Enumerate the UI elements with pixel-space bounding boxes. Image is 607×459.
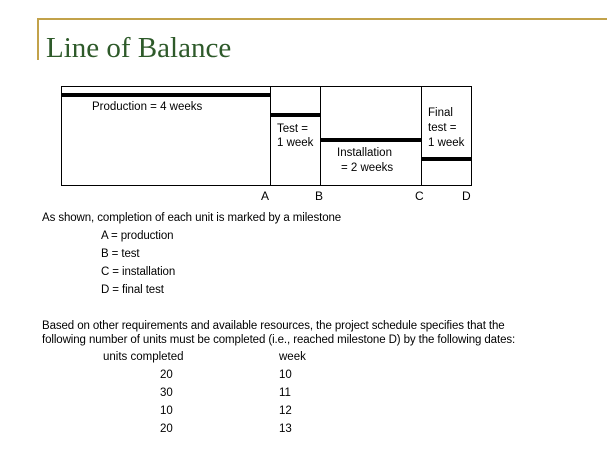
milestone-label-c: C	[415, 189, 424, 203]
requirements-text-line2: following number of units must be completed (i.e., reached milestone D) by the following dates:	[42, 334, 516, 346]
requirements-text-line1: Based on other requirements and available resources, the project schedule specifies that the	[42, 320, 505, 332]
schedule-week-cell: 11	[279, 387, 291, 399]
schedule-header-week: week	[279, 351, 306, 363]
final-test-bar	[421, 157, 472, 161]
title-accent-horizontal-rule	[37, 18, 607, 20]
schedule-week-cell: 12	[279, 405, 292, 417]
milestone-a-divider	[270, 86, 271, 186]
schedule-units-cell: 20	[160, 369, 173, 381]
installation-label-line2: = 2 weeks	[341, 162, 394, 174]
final-test-label-line2: test =	[428, 122, 457, 134]
milestone-c-divider	[421, 86, 422, 186]
schedule-header-units: units completed	[103, 351, 184, 363]
milestone-def-c: C = installation	[101, 266, 176, 278]
milestone-def-a: A = production	[101, 230, 174, 242]
test-bar	[270, 113, 321, 117]
schedule-week-cell: 13	[279, 423, 292, 435]
test-label-line1: Test =	[277, 123, 309, 135]
installation-label-line1: Installation	[337, 147, 392, 159]
production-label: Production = 4 weeks	[92, 101, 203, 113]
schedule-units-cell: 20	[160, 423, 173, 435]
production-bar	[61, 93, 271, 97]
slide-title: Line of Balance	[46, 32, 232, 64]
milestone-b-divider	[320, 86, 321, 186]
milestone-label-d: D	[462, 189, 471, 203]
milestone-def-b: B = test	[101, 248, 140, 260]
final-test-label-line1: Final	[428, 107, 453, 119]
title-accent-vertical-rule	[37, 18, 39, 60]
intro-text: As shown, completion of each unit is marked by a milestone	[42, 212, 342, 224]
test-label-line2: 1 week	[277, 137, 314, 149]
milestone-label-b: B	[315, 189, 324, 203]
final-test-label-line3: 1 week	[428, 137, 465, 149]
milestone-label-a: A	[261, 189, 270, 203]
milestone-def-d: D = final test	[101, 284, 164, 296]
schedule-units-cell: 10	[160, 405, 173, 417]
schedule-units-cell: 30	[160, 387, 173, 399]
schedule-week-cell: 10	[279, 369, 292, 381]
installation-bar	[320, 138, 422, 142]
